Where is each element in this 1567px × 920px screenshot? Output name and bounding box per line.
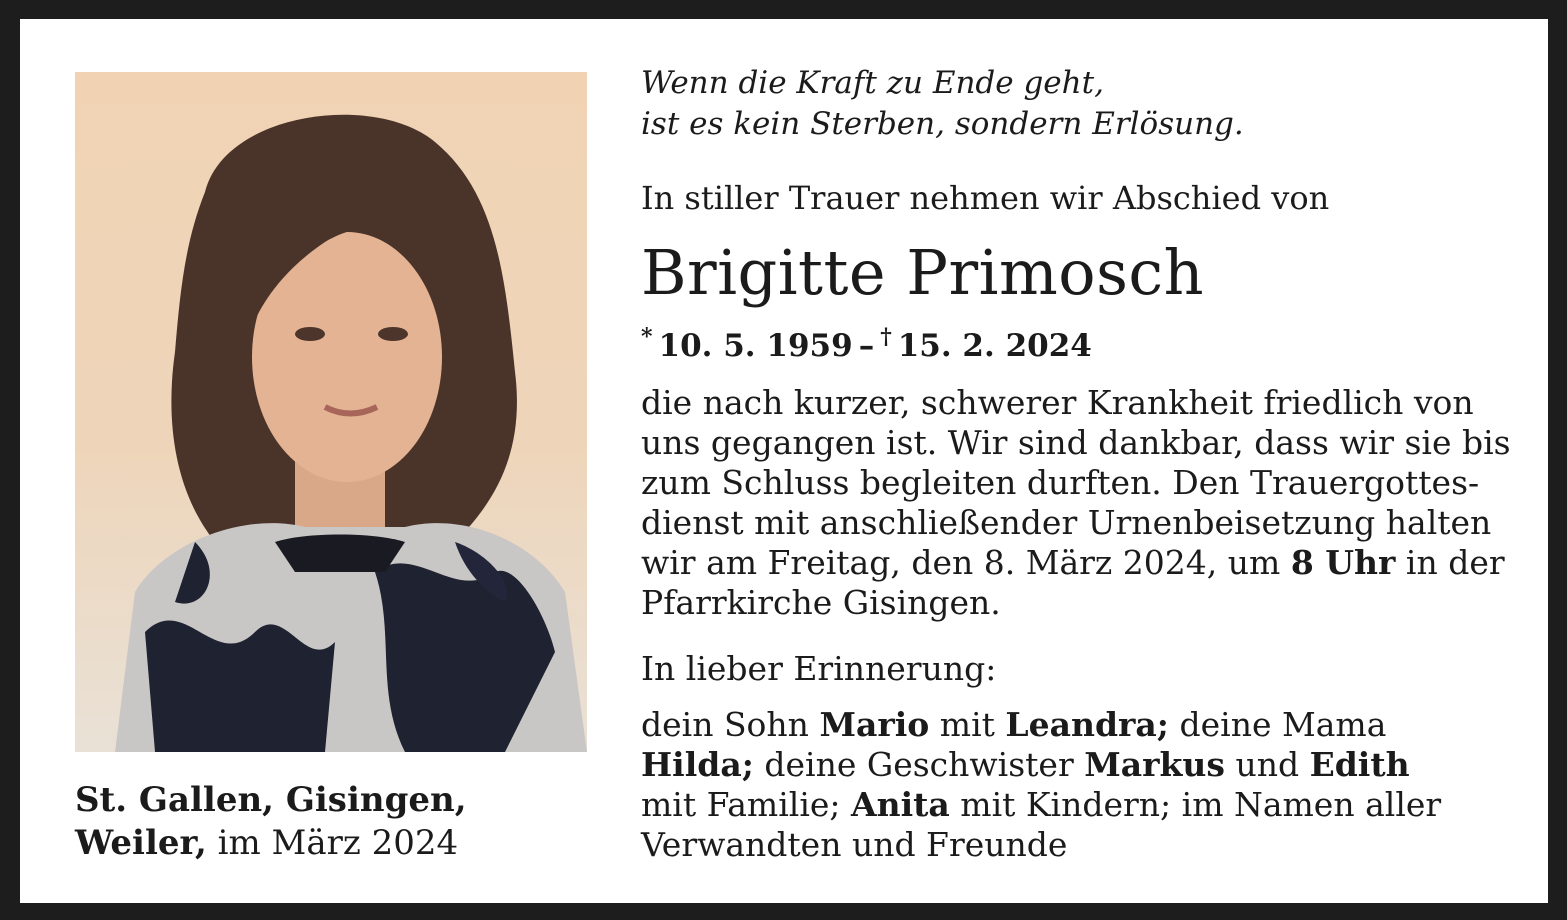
place-line-1: St. Gallen, Gisingen, (75, 780, 467, 820)
family-text: mit Familie; (641, 785, 852, 824)
date-dash: – (858, 328, 875, 364)
family-text: deine Mama (1169, 705, 1387, 744)
service-time: 8 Uhr (1290, 543, 1396, 582)
family-text: dein Sohn (641, 705, 820, 744)
quote (641, 63, 1511, 145)
family-list (641, 705, 1511, 865)
family-name-leandra: Leandra; (1005, 705, 1169, 744)
family-text: und (1224, 745, 1310, 784)
place-line-2-bold: Weiler, (75, 823, 207, 863)
body-line-4: dienst mit anschließender Urnenbeisetzung halten (641, 503, 1492, 542)
death-symbol: † (880, 324, 892, 350)
place-and-date (75, 779, 595, 865)
birth-symbol: * (641, 324, 653, 350)
body-line-5 (641, 543, 1511, 583)
family-text: deine Geschwister (753, 745, 1085, 784)
family-line-4: Verwandten und Freunde (641, 825, 1068, 864)
place-line-2-rest: im März 2024 (206, 823, 459, 863)
family-name-mario: Mario (819, 705, 930, 744)
family-text: mit Kindern; im Namen aller (949, 785, 1442, 824)
birth-date: 10. 5. 1959 (658, 328, 853, 364)
body-line-5a: wir am Freitag, den 8. März 2024, um (641, 543, 1291, 582)
body-line-6: Pfarrkirche Gisingen. (641, 583, 1001, 622)
family-name-markus: Markus (1084, 745, 1225, 784)
quote-line-1: Wenn die Kraft zu Ende geht, (641, 65, 1104, 101)
memory-heading: In lieber Erinnerung: (641, 649, 997, 688)
family-line-1 (641, 705, 1511, 745)
quote-line-2: ist es kein Sterben, sondern Erlösung. (641, 106, 1244, 142)
announcement-text (641, 383, 1511, 623)
life-dates (641, 317, 1511, 366)
family-name-anita: Anita (851, 785, 950, 824)
family-text: mit (929, 705, 1006, 744)
body-line-3: zum Schluss begleiten durften. Den Trauergottes- (641, 463, 1480, 502)
body-line-5c: in der (1395, 543, 1505, 582)
deceased-name: Brigitte Primosch (641, 236, 1205, 309)
obituary-card (20, 19, 1548, 903)
portrait-photo (75, 72, 587, 752)
family-name-edith: Edith (1309, 745, 1410, 784)
family-line-2 (641, 745, 1511, 785)
family-name-hilda: Hilda; (641, 745, 754, 784)
body-line-1: die nach kurzer, schwerer Krankheit friedlich von (641, 383, 1474, 422)
family-line-3 (641, 785, 1511, 825)
intro-text: In stiller Trauer nehmen wir Abschied von (641, 179, 1330, 217)
death-date: 15. 2. 2024 (897, 328, 1092, 364)
body-line-2: uns gegangen ist. Wir sind dankbar, dass wir sie bis (641, 423, 1511, 462)
